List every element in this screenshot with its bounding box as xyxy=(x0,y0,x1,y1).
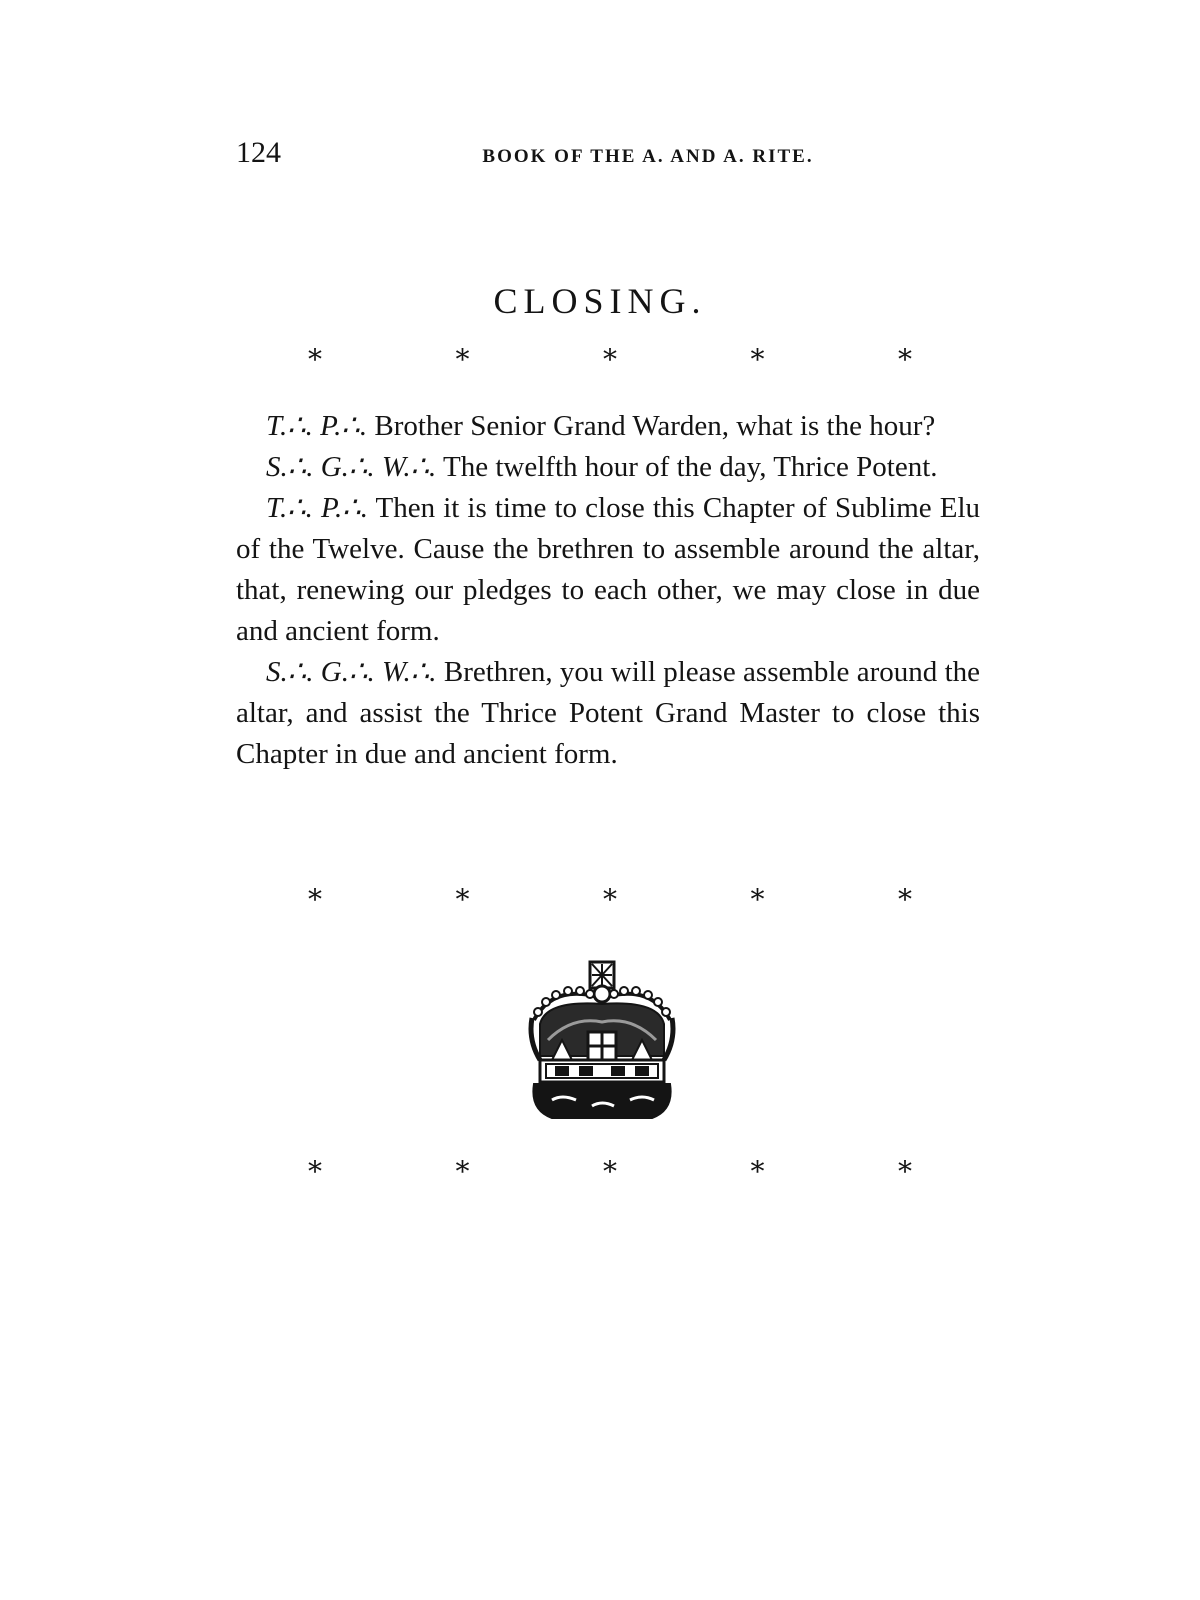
asterisk: * xyxy=(603,883,617,916)
crown-icon xyxy=(522,960,682,1130)
asterism-bottom xyxy=(300,1152,920,1192)
dialogue-line: Brother Senior Grand Warden, what is the hour? xyxy=(374,410,936,442)
dialogue-text xyxy=(236,406,980,775)
dialogue-line: The twelfth hour of the day, Thrice Potent. xyxy=(443,451,938,483)
dialogue-line: Then it is time to close this Chapter of Sublime Elu of the Twelve. Cause the brethren to assemble around the altar, that, renewing our pledges to each other, we may close in due and ancient form. xyxy=(236,492,980,647)
asterisk: * xyxy=(455,343,470,376)
dialogue-paragraph xyxy=(236,488,980,652)
running-title: BOOK OF THE A. AND A. RITE. xyxy=(482,146,814,167)
asterisk: * xyxy=(455,883,470,916)
dialogue-line: Brethren, you will please assemble around the altar, and assist the Thrice Potent Grand Master to close this Chapter in due and ancient form. xyxy=(236,656,981,770)
asterisk: * xyxy=(308,883,322,916)
speaker-label: T.∴. P.∴. xyxy=(266,410,368,442)
asterism-middle xyxy=(300,880,920,920)
running-head xyxy=(236,133,980,173)
dialogue-paragraph xyxy=(236,652,980,775)
asterisk: * xyxy=(750,883,765,916)
asterisk: * xyxy=(898,343,912,376)
asterisk: * xyxy=(308,343,322,376)
asterisk: * xyxy=(603,343,617,376)
speaker-label: S.∴. G.∴. W.∴. xyxy=(266,451,437,483)
page-number: 124 xyxy=(236,136,281,169)
asterisk: * xyxy=(455,1155,470,1188)
speaker-label: S.∴. G.∴. W.∴. xyxy=(266,656,437,688)
asterisk: * xyxy=(898,1155,912,1188)
asterisk: * xyxy=(603,1155,617,1188)
asterisk: * xyxy=(898,883,912,916)
asterisk: * xyxy=(750,343,765,376)
asterism-top xyxy=(300,340,920,380)
asterisk: * xyxy=(308,1155,322,1188)
section-title: CLOSING. xyxy=(493,281,707,322)
dialogue-paragraph xyxy=(236,447,980,488)
asterisk: * xyxy=(750,1155,765,1188)
speaker-label: T.∴. P.∴. xyxy=(266,492,368,524)
dialogue-paragraph xyxy=(236,406,980,447)
